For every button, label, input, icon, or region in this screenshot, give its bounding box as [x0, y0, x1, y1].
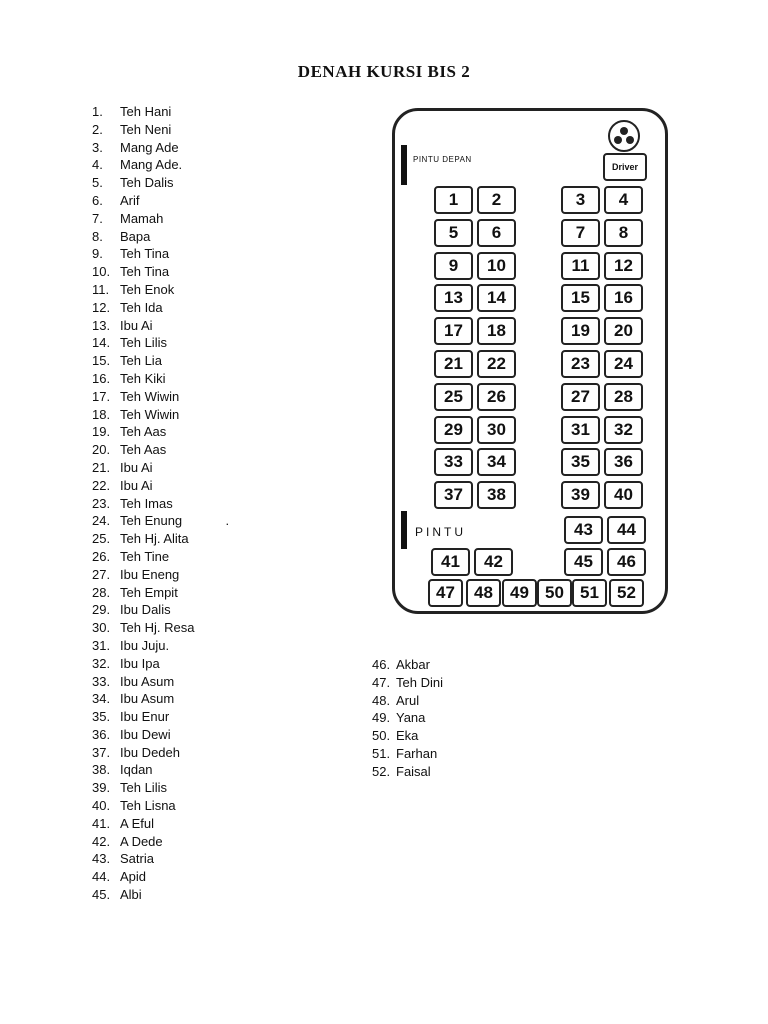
- list-item-name: Teh Kiki: [120, 370, 166, 386]
- list-item-number: 39.: [92, 780, 111, 796]
- list-item-name: Teh Dalis: [120, 175, 174, 191]
- list-item-name: Teh Wiwin: [120, 388, 180, 404]
- list-item-name: Teh Tina: [120, 246, 170, 262]
- page-title: DENAH KURSI BIS 2: [297, 62, 471, 81]
- driver-seat: Driver: [603, 153, 647, 181]
- list-item-number: 49.: [372, 710, 391, 726]
- seat-4: 4: [604, 186, 643, 214]
- list-item-name: Ibu Enur: [120, 709, 170, 725]
- list-item-number: 38.: [92, 762, 111, 778]
- list-item: [372, 745, 443, 763]
- seat-33: 33: [434, 448, 473, 476]
- list-item-name: Teh Empit: [120, 584, 178, 600]
- list-item: [92, 886, 229, 904]
- list-item-name: Iqdan: [120, 762, 153, 778]
- list-item-name: Ibu Dalis: [120, 602, 171, 618]
- list-item: [372, 709, 443, 727]
- list-item-name: Teh Lilis: [120, 335, 167, 351]
- list-item: [92, 441, 229, 459]
- list-item-name: Mang Ade.: [120, 157, 183, 173]
- list-item-name: Arif: [120, 192, 140, 208]
- seat-17: 17: [434, 317, 473, 345]
- list-item-name: Ibu Juju.: [120, 637, 170, 653]
- list-item-name: Bapa: [120, 228, 151, 244]
- list-item-number: 47.: [372, 674, 391, 690]
- list-item-name: Teh Lisna: [120, 798, 176, 814]
- seat-18: 18: [477, 317, 516, 345]
- list-item: [92, 833, 229, 851]
- list-item-name: Teh Ida: [120, 299, 163, 315]
- list-item-number: 22.: [92, 477, 111, 493]
- list-item: [92, 317, 229, 335]
- list-item: [372, 692, 443, 710]
- list-item: [92, 121, 229, 139]
- list-item-name: Arul: [396, 692, 420, 708]
- list-item-name: Apid: [120, 869, 147, 885]
- seat-41: 41: [431, 548, 470, 576]
- list-item-number: 10.: [92, 264, 111, 280]
- bus-seat-map: [392, 108, 668, 614]
- list-item-name: Teh Hj. Resa: [120, 620, 195, 636]
- list-item: [92, 815, 229, 833]
- list-item: [92, 388, 229, 406]
- list-item-number: 52.: [372, 763, 391, 779]
- seat-50: 50: [537, 579, 572, 607]
- list-item-name: Ibu Asum: [120, 673, 175, 689]
- list-item: [92, 299, 229, 317]
- list-item: [92, 868, 229, 886]
- seat-13: 13: [434, 284, 473, 312]
- list-item: [372, 727, 443, 745]
- seat-38: 38: [477, 481, 516, 509]
- seat-23: 23: [561, 350, 600, 378]
- seat-52: 52: [609, 579, 644, 607]
- list-item-name: Satria: [120, 851, 154, 867]
- passenger-list-left: [92, 103, 229, 904]
- list-item: [372, 674, 443, 692]
- list-item: [92, 406, 229, 424]
- list-item-number: 36.: [92, 726, 111, 742]
- list-item-name: Teh Imas: [120, 495, 173, 511]
- list-item-name: Teh Enung .: [120, 513, 230, 529]
- list-item-number: 50.: [372, 728, 391, 744]
- seat-15: 15: [561, 284, 600, 312]
- list-item: [92, 334, 229, 352]
- rear-door-label: PINTU: [415, 525, 466, 539]
- list-item: [92, 548, 229, 566]
- list-item-number: 42.: [92, 833, 111, 849]
- list-item: [92, 512, 229, 530]
- list-item-number: 25.: [92, 531, 111, 547]
- list-item-number: 45.: [92, 887, 111, 903]
- list-item-number: 11.: [92, 281, 110, 297]
- seat-40: 40: [604, 481, 643, 509]
- list-item: [92, 530, 229, 548]
- seat-16: 16: [604, 284, 643, 312]
- seat-32: 32: [604, 416, 643, 444]
- seat-6: 6: [477, 219, 516, 247]
- seat-9: 9: [434, 252, 473, 280]
- seat-36: 36: [604, 448, 643, 476]
- list-item-number: 29.: [92, 602, 111, 618]
- seat-7: 7: [561, 219, 600, 247]
- list-item-name: Faisal: [396, 763, 431, 779]
- list-item-name: Ibu Ai: [120, 459, 153, 475]
- list-item-name: Teh Lilis: [120, 780, 167, 796]
- seat-26: 26: [477, 383, 516, 411]
- list-item-number: 26.: [92, 548, 111, 564]
- list-item: [92, 708, 229, 726]
- seat-42: 42: [474, 548, 513, 576]
- list-item-number: 30.: [92, 620, 111, 636]
- list-item-name: Teh Tina: [120, 264, 170, 280]
- rear-door-marker: [401, 511, 407, 549]
- seat-30: 30: [477, 416, 516, 444]
- list-item-number: 43.: [92, 851, 111, 867]
- list-item-number: 5.: [92, 175, 103, 191]
- list-item-number: 13.: [92, 317, 111, 333]
- list-item-number: 6.: [92, 192, 103, 208]
- seat-10: 10: [477, 252, 516, 280]
- list-item-name: Ibu Ai: [120, 317, 153, 333]
- seat-27: 27: [561, 383, 600, 411]
- list-item: [92, 495, 229, 513]
- list-item-name: Ibu Eneng: [120, 566, 180, 582]
- front-door-label: PINTU DEPAN: [413, 155, 472, 164]
- list-item-number: 34.: [92, 691, 111, 707]
- list-item-name: Teh Hani: [120, 104, 172, 119]
- list-item: [92, 174, 229, 192]
- list-item: [92, 850, 229, 868]
- list-item-name: Teh Hj. Alita: [120, 531, 189, 547]
- seat-44: 44: [607, 516, 646, 544]
- list-item: [372, 656, 443, 674]
- list-item-name: Ibu Asum: [120, 691, 175, 707]
- list-item-number: 44.: [92, 869, 111, 885]
- list-item-number: 3.: [92, 139, 103, 155]
- list-item-number: 31.: [92, 637, 111, 653]
- seat-12: 12: [604, 252, 643, 280]
- list-item: [92, 352, 229, 370]
- seat-19: 19: [561, 317, 600, 345]
- list-item: [92, 156, 229, 174]
- steering-wheel-icon: [607, 119, 641, 153]
- seat-24: 24: [604, 350, 643, 378]
- list-item-number: 35.: [92, 709, 111, 725]
- seat-47: 47: [428, 579, 463, 607]
- list-item-number: 9.: [92, 246, 103, 262]
- seat-5: 5: [434, 219, 473, 247]
- list-item-number: 16.: [92, 370, 111, 386]
- list-item-name: Akbar: [396, 657, 430, 672]
- list-item: [92, 210, 229, 228]
- list-item: [92, 281, 229, 299]
- list-item: [92, 423, 229, 441]
- list-item-number: 7.: [92, 210, 103, 226]
- list-item-name: Ibu Ai: [120, 477, 153, 493]
- seat-29: 29: [434, 416, 473, 444]
- list-item-name: Ibu Dedeh: [120, 744, 180, 760]
- list-item: [92, 245, 229, 263]
- list-item-name: Yana: [396, 710, 426, 726]
- seat-3: 3: [561, 186, 600, 214]
- list-item-name: Teh Enok: [120, 281, 175, 297]
- list-item: [92, 566, 229, 584]
- seat-49: 49: [502, 579, 537, 607]
- list-item-name: Teh Aas: [120, 442, 167, 458]
- list-item: [92, 601, 229, 619]
- list-item-name: Eka: [396, 728, 419, 744]
- list-item-number: 8.: [92, 228, 103, 244]
- seat-11: 11: [561, 252, 600, 280]
- list-item: [372, 763, 443, 781]
- list-item: [92, 726, 229, 744]
- passenger-list-right: [372, 656, 443, 781]
- list-item: [92, 103, 229, 121]
- seat-31: 31: [561, 416, 600, 444]
- list-item-number: 41.: [92, 815, 111, 831]
- list-item: [92, 744, 229, 762]
- list-item-name: Farhan: [396, 745, 438, 761]
- list-item-name: Teh Wiwin: [120, 406, 180, 422]
- list-item-name: Mamah: [120, 210, 164, 226]
- list-item-number: 4.: [92, 157, 103, 173]
- list-item-number: 48.: [372, 692, 391, 708]
- list-item-number: 1.: [92, 104, 103, 119]
- seat-8: 8: [604, 219, 643, 247]
- seat-28: 28: [604, 383, 643, 411]
- seat-21: 21: [434, 350, 473, 378]
- list-item: [92, 761, 229, 779]
- seat-22: 22: [477, 350, 516, 378]
- list-item-number: 12.: [92, 299, 111, 315]
- seat-14: 14: [477, 284, 516, 312]
- list-item: [92, 637, 229, 655]
- seat-2: 2: [477, 186, 516, 214]
- list-item-number: 24.: [92, 513, 111, 529]
- list-item-number: 32.: [92, 655, 111, 671]
- seat-45: 45: [564, 548, 603, 576]
- list-item-number: 21.: [92, 459, 111, 475]
- seat-1: 1: [434, 186, 473, 214]
- seat-43: 43: [564, 516, 603, 544]
- list-item-name: Teh Tine: [120, 548, 170, 564]
- list-item-name: Teh Neni: [120, 121, 172, 137]
- list-item-number: 40.: [92, 798, 111, 814]
- list-item-name: Mang Ade: [120, 139, 179, 155]
- list-item-number: 14.: [92, 335, 111, 351]
- list-item-number: 51.: [372, 745, 391, 761]
- seat-46: 46: [607, 548, 646, 576]
- seat-34: 34: [477, 448, 516, 476]
- list-item-number: 19.: [92, 424, 111, 440]
- list-item-number: 27.: [92, 566, 111, 582]
- list-item: [92, 673, 229, 691]
- list-item-name: Albi: [120, 887, 142, 903]
- list-item-name: A Eful: [120, 815, 154, 831]
- list-item-name: Teh Dini: [396, 674, 443, 690]
- list-item: [92, 690, 229, 708]
- seat-20: 20: [604, 317, 643, 345]
- list-item-number: 33.: [92, 673, 111, 689]
- list-item: [92, 619, 229, 637]
- list-item-number: 28.: [92, 584, 111, 600]
- list-item: [92, 797, 229, 815]
- list-item-name: A Dede: [120, 833, 163, 849]
- list-item-number: 20.: [92, 442, 111, 458]
- list-item: [92, 655, 229, 673]
- list-item-number: 18.: [92, 406, 111, 422]
- list-item: [92, 779, 229, 797]
- list-item-name: Teh Lia: [120, 353, 162, 369]
- seat-35: 35: [561, 448, 600, 476]
- list-item-name: Teh Aas: [120, 424, 167, 440]
- list-item-number: 23.: [92, 495, 111, 511]
- seat-37: 37: [434, 481, 473, 509]
- list-item: [92, 139, 229, 157]
- list-item: [92, 477, 229, 495]
- seat-48: 48: [466, 579, 501, 607]
- front-door-marker: [401, 145, 407, 185]
- list-item-name: Ibu Dewi: [120, 726, 171, 742]
- list-item-number: 17.: [92, 388, 111, 404]
- list-item-number: 46.: [372, 657, 391, 672]
- seat-51: 51: [572, 579, 607, 607]
- list-item: [92, 584, 229, 602]
- list-item: [92, 263, 229, 281]
- list-item-name: Ibu Ipa: [120, 655, 160, 671]
- list-item-number: 37.: [92, 744, 111, 760]
- list-item: [92, 192, 229, 210]
- seat-25: 25: [434, 383, 473, 411]
- list-item: [92, 228, 229, 246]
- list-item: [92, 459, 229, 477]
- list-item-number: 15.: [92, 353, 111, 369]
- seat-39: 39: [561, 481, 600, 509]
- list-item: [92, 370, 229, 388]
- list-item-number: 2.: [92, 121, 103, 137]
